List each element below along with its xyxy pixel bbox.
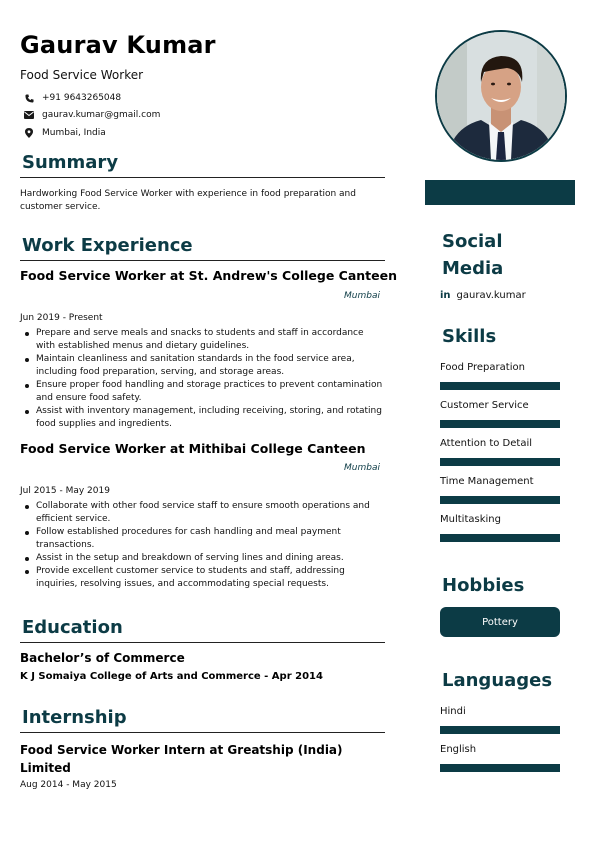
job-bullet: Prepare and serve meals and snacks to students and staff in accordance with established menus and dietary guidelines. xyxy=(20,327,385,353)
contact-email xyxy=(24,110,160,120)
location-icon xyxy=(24,128,34,138)
language-label: Hindi xyxy=(440,706,466,717)
sidebar-accent-band xyxy=(425,180,575,205)
job-location: Mumbai xyxy=(344,291,380,301)
skills-heading: Skills xyxy=(442,326,497,347)
job-bullet: Ensure proper food handling and storage practices to prevent contamination and ensure food safety. xyxy=(20,379,385,405)
job-dates: Jun 2019 - Present xyxy=(20,313,103,323)
job-dates: Jul 2015 - May 2019 xyxy=(20,486,110,496)
job-bullet: Follow established procedures for cash handling and meal payment transactions. xyxy=(20,526,385,552)
language-level-bar xyxy=(440,726,560,734)
school-name: K J Somaiya College of Arts and Commerce - Apr 2014 xyxy=(20,671,323,682)
work-experience-divider xyxy=(20,260,385,261)
email-icon xyxy=(24,110,34,120)
skill-level-bar xyxy=(440,420,560,428)
language-label: English xyxy=(440,744,477,755)
internship-heading: Internship xyxy=(22,707,127,728)
candidate-name: Gaurav Kumar xyxy=(20,31,216,59)
skill-level-bar xyxy=(440,496,560,504)
job-bullet: Collaborate with other food service staff to ensure smooth operations and efficient service. xyxy=(20,500,385,526)
internship-dates: Aug 2014 - May 2015 xyxy=(20,780,117,790)
job-bullet: Assist in the setup and breakdown of serving lines and dining areas. xyxy=(20,552,385,565)
education-divider xyxy=(20,642,385,643)
contact-phone xyxy=(24,93,121,103)
job-role: Food Service Worker xyxy=(20,68,144,82)
summary-text: Hardworking Food Service Worker with experience in food preparation and customer service. xyxy=(20,189,356,212)
skill-level-bar xyxy=(440,534,560,542)
work-experience-heading: Work Experience xyxy=(22,235,193,256)
phone-icon xyxy=(24,93,34,103)
language-level-bar xyxy=(440,764,560,772)
summary-heading: Summary xyxy=(22,152,119,173)
skill-label: Food Preparation xyxy=(440,362,525,373)
hobbies-heading: Hobbies xyxy=(442,575,525,596)
social-media-heading: Social Media xyxy=(442,231,504,279)
linkedin-link[interactable] xyxy=(440,290,526,301)
contact-location xyxy=(24,128,106,138)
internship-role: Food Service Worker Intern at Greatship (India) Limited xyxy=(20,743,343,775)
job-title: Food Service Worker at Mithibai College Canteen xyxy=(20,441,366,456)
hobby-chip: Pottery xyxy=(440,607,560,637)
email-text: gaurav.kumar@gmail.com xyxy=(42,110,161,120)
internship-divider xyxy=(20,732,385,733)
degree-name: Bachelor’s of Commerce xyxy=(20,651,185,665)
linkedin-handle: gaurav.kumar xyxy=(456,290,526,301)
job-title: Food Service Worker at St. Andrew's College Canteen xyxy=(20,268,397,283)
job-bullet: Provide excellent customer service to students and staff, addressing inquiries, resolving issues, and accommodating special requests. xyxy=(20,565,385,591)
job-bullet: Maintain cleanliness and sanitation standards in the food service area, including food preparation, serving, and storage areas. xyxy=(20,353,385,379)
skill-level-bar xyxy=(440,382,560,390)
phone-text: +91 9643265048 xyxy=(42,93,122,103)
profile-photo xyxy=(435,30,567,162)
location-text: Mumbai, India xyxy=(42,128,106,138)
languages-heading: Languages xyxy=(442,670,553,691)
skill-level-bar xyxy=(440,458,560,466)
job-bullets xyxy=(20,500,385,591)
job-location: Mumbai xyxy=(344,463,380,473)
job-bullets xyxy=(20,327,385,431)
skill-label: Multitasking xyxy=(440,514,501,525)
education-heading: Education xyxy=(22,617,123,638)
skill-label: Attention to Detail xyxy=(440,438,533,449)
summary-divider xyxy=(20,177,385,178)
skill-label: Time Management xyxy=(440,476,534,487)
job-bullet: Assist with inventory management, including receiving, storing, and rotating food supplies and ingredients. xyxy=(20,405,385,431)
skill-label: Customer Service xyxy=(440,400,529,411)
linkedin-icon: in xyxy=(440,290,451,301)
